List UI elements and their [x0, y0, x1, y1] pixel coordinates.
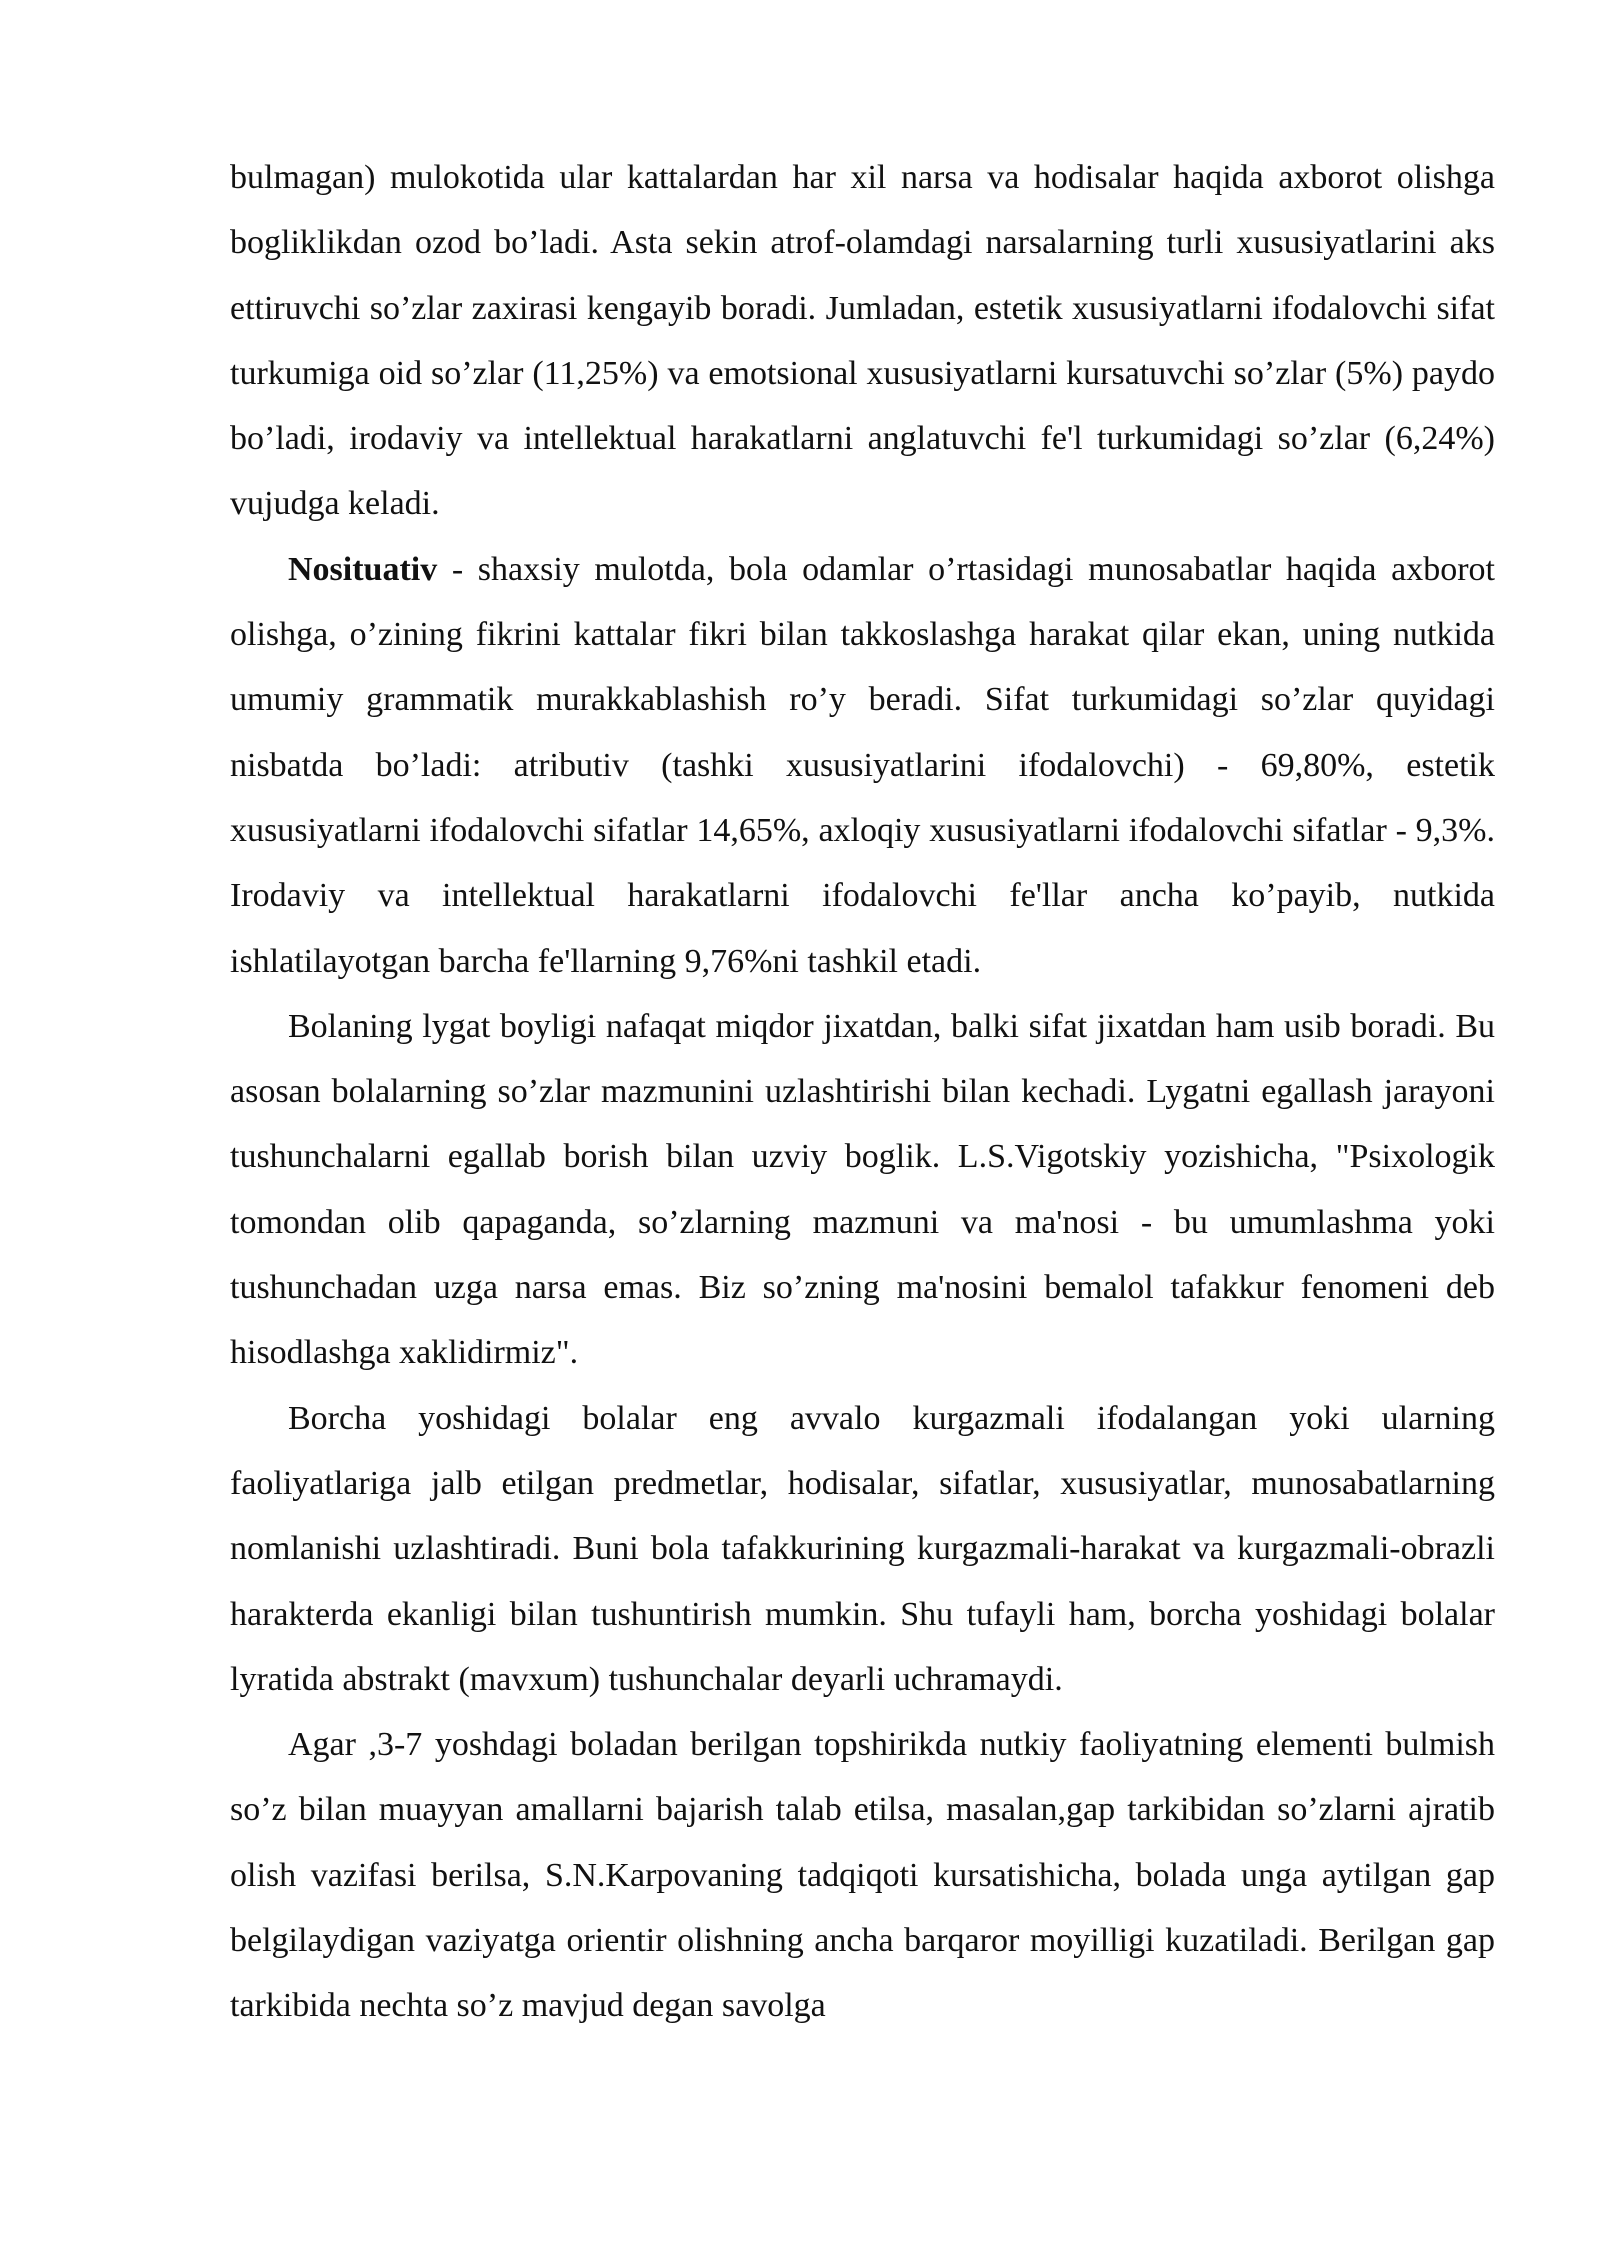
document-page	[230, 145, 1495, 2039]
paragraph-lexicon-growth	[230, 994, 1495, 1386]
paragraph-text: Agar ,3-7 yoshdagi boladan berilgan topshirikda nutkiy faoliyatning elementi bulmish so’z bilan muayyan amallarni bajarish talab etilsa, masalan,gap tarkibidan so’zlarni ajratib olish vazifasi berilsa, S.N.Karpovaning tadqiqoti kursatishicha, bolada unga aytilgan gap belgilaydigan vaziyatga orientir olishning ancha barqaror moyilligi kuzatiladi. Berilgan gap tarkibida nechta so’z mavjud degan savolga	[230, 1726, 1495, 2025]
paragraph-nosituativ	[230, 537, 1495, 994]
paragraph-text: Borcha yoshidagi bolalar eng avvalo kurgazmali ifodalangan yoki ularning faoliyatlariga jalb etilgan predmetlar, hodisalar, sifatlar, xususiyatlar, munosabatlarning nomlanishi uzlashtiradi. Buni bola tafakkurining kurgazmali-harakat va kurgazmali-obrazli harakterda ekanligi bilan tushuntirish mumkin. Shu tufayli ham, borcha yoshidagi bolalar lyratida abstrakt (mavxum) tushunchalar deyarli uchramaydi.	[230, 1399, 1495, 1698]
paragraph-word-tasks	[230, 1712, 1495, 2038]
paragraph-text: bulmagan) mulokotida ular kattalardan har xil narsa va hodisalar haqida axborot olishga bogliklikdan ozod bo’ladi. Asta sekin atrof-olamdagi narsalarning turli xususiyatlarini aks ettiruvchi so’zlar zaxirasi kengayib boradi. Jumladan, estetik xususiyatlarni ifodalovchi sifat turkumiga oid so’zlar (11,25%) va emotsional xususiyatlarni kursatuvchi so’zlar (5%) paydo bo’ladi, irodaviy va intellektual harakatlarni anglatuvchi fe'l turkumidagi so’zlar (6,24%) vujudga keladi.	[230, 159, 1495, 523]
paragraph-text: - shaxsiy mulotda, bola odamlar o’rtasidagi munosabatlar haqida axborot olishga, o’zining fikrini kattalar fikri bilan takkoslashga harakat qilar ekan, uning nutkida umumiy grammatik murakkablashish ro’y beradi. Sifat turkumidagi so’zlar quyidagi nisbatda bo’ladi: atributiv (tashki xususiyatlarini ifodalovchi) - 69,80%, estetik xususiyatlarni ifodalovchi sifatlar 14,65%, axloqiy xususiyatlarni ifodalovchi sifatlar - 9,3%. Irodaviy va intellektual harakatlarni ifodalovchi fe'llar ancha ko’payib, nutkida ishlatilayotgan barcha fe'llarning 9,76%ni tashkil etadi.	[230, 550, 1495, 980]
paragraph-continuation	[230, 145, 1495, 537]
paragraph-text: Bolaning lygat boyligi nafaqat miqdor jixatdan, balki sifat jixatdan ham usib boradi. Bu asosan bolalarning so’zlar mazmunini uzlashtirishi bilan kechadi. Lygatni egallash jarayoni tushunchalarni egallab borish bilan uzviy boglik. L.S.Vigotskiy yozishicha, "Psixologik tomondan olib qapaganda, so’zlarning mazmuni va ma'nosi - bu umumlashma yoki tushunchadan uzga narsa emas. Biz so’zning ma'nosini bemalol tafakkur fenomeni deb hisodlashga xaklidirmiz".	[230, 1007, 1495, 1372]
paragraph-preschool-concepts	[230, 1386, 1495, 1712]
term-nosituativ: Nosituativ	[288, 550, 438, 588]
